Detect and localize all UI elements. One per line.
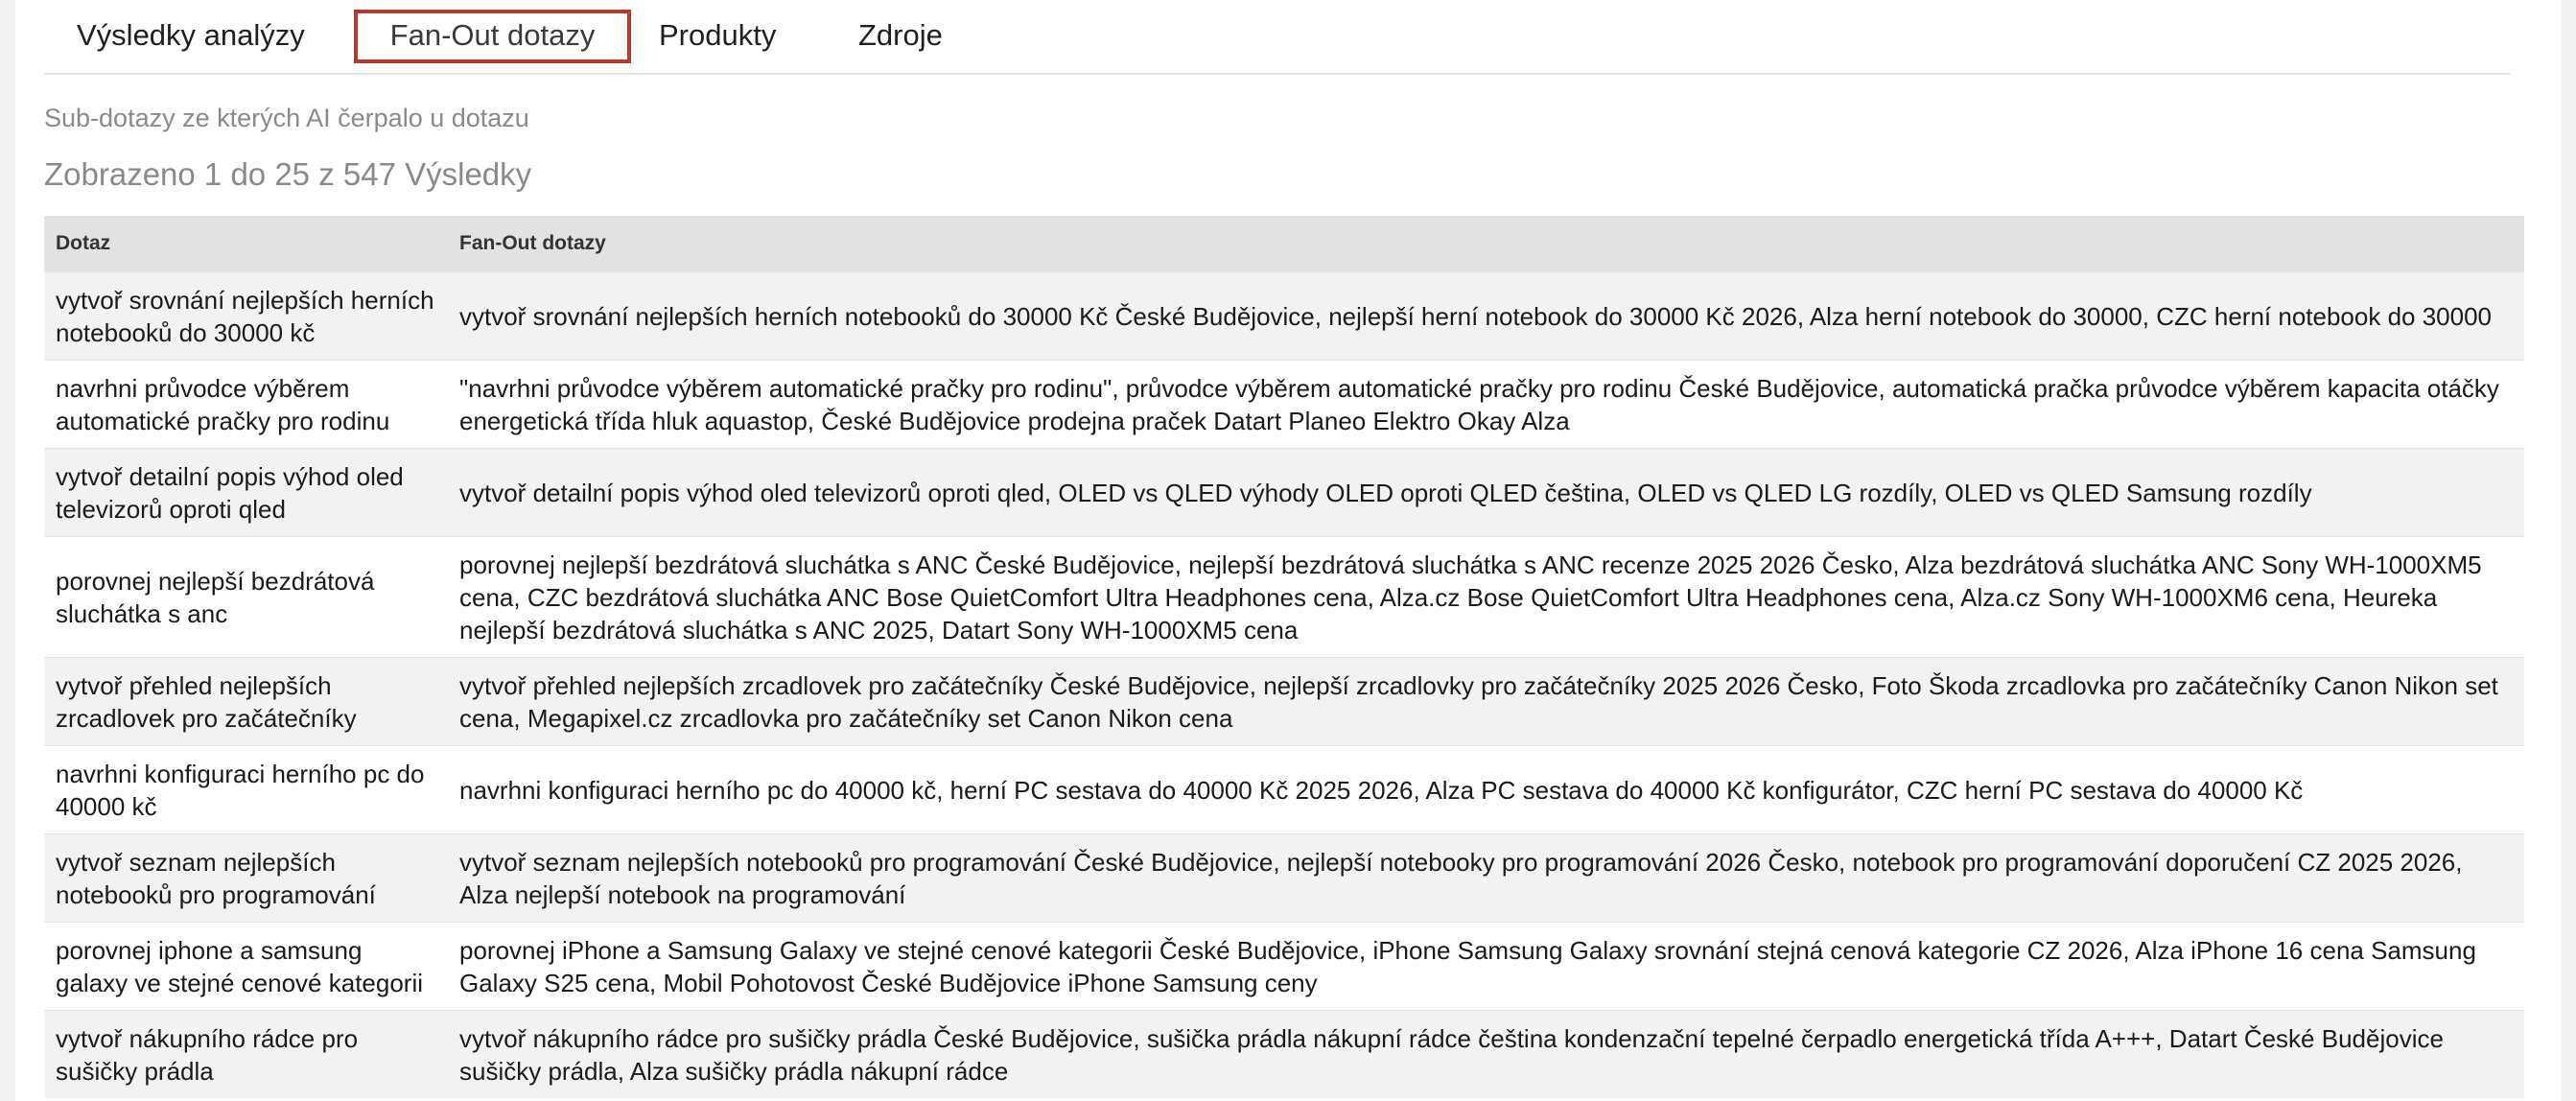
table-row — [44, 537, 2524, 658]
tab-zdroje[interactable]: Zdroje — [858, 18, 943, 52]
query-cell: navrhni průvodce výběrem automatické pračky pro rodinu — [44, 361, 448, 449]
query-cell: navrhni konfiguraci herního pc do 40000 kč — [44, 746, 448, 834]
table-row — [44, 1011, 2524, 1099]
results-summary: Zobrazeno 1 do 25 z 547 Výsledky — [44, 156, 532, 192]
fanout-cell: vytvoř srovnání nejlepších herních notebooků do 30000 Kč České Budějovice, nejlepší herní notebook do 30000 Kč 2026, Alza herní notebook do 30000, CZC herní notebook do 30000 — [448, 272, 2524, 361]
column-header-dotaz[interactable]: Dotaz — [44, 216, 448, 272]
fanout-cell: vytvoř nákupního rádce pro sušičky prádla České Budějovice, sušička prádla nákupní rádce čeština kondenzační tepelné čerpadlo energetická třída A+++, Datart České Budějovice sušičky prádla, Alza sušičky prádla nákupní rádce — [448, 1011, 2524, 1099]
fanout-cell: vytvoř přehled nejlepších zrcadlovek pro začátečníky České Budějovice, nejlepší zrcadlovky pro začátečníky 2025 2026 Česko, Foto Škoda zrcadlovka pro začátečníky Canon Nikon set cena, Megapixel.cz zrcadlovka pro začátečníky set Canon Nikon cena — [448, 658, 2524, 746]
table-row — [44, 746, 2524, 834]
fanout-cell: "navrhni průvodce výběrem automatické pračky pro rodinu", průvodce výběrem automatické pračky pro rodinu České Budějovice, automatická pračka průvodce výběrem kapacita otáčky energetická třída hluk aquastop, České Budějovice prodejna praček Datart Planeo Elektro Okay Alza — [448, 361, 2524, 449]
table-row — [44, 923, 2524, 1011]
section-subtitle: Sub-dotazy ze kterých AI čerpalo u dotazu — [44, 104, 529, 132]
query-cell: vytvoř srovnání nejlepších herních notebooků do 30000 kč — [44, 272, 448, 361]
query-cell: vytvoř seznam nejlepších notebooků pro programování — [44, 834, 448, 923]
query-cell: vytvoř přehled nejlepších zrcadlovek pro začátečníky — [44, 658, 448, 746]
tab-bar — [44, 0, 2510, 75]
table-header-row — [44, 216, 2524, 272]
table-row — [44, 272, 2524, 361]
fanout-cell: porovnej iPhone a Samsung Galaxy ve stejné cenové kategorii České Budějovice, iPhone Samsung Galaxy srovnání stejná cenová kategorie CZ 2026, Alza iPhone 16 cena Samsung Galaxy S25 cena, Mobil Pohotovost České Budějovice iPhone Samsung ceny — [448, 923, 2524, 1011]
tab-produkty[interactable]: Produkty — [659, 18, 777, 52]
table-row — [44, 361, 2524, 449]
column-header-fan-out-dotazy[interactable]: Fan-Out dotazy — [448, 216, 2524, 272]
table-row — [44, 449, 2524, 537]
fanout-cell: porovnej nejlepší bezdrátová sluchátka s ANC České Budějovice, nejlepší bezdrátová sluchátka s ANC recenze 2025 2026 Česko, Alza bezdrátová sluchátka ANC Sony WH-1000XM5 cena, CZC bezdrátová sluchátka ANC Bose QuietComfort Ultra Headphones cena, Alza.cz Bose QuietComfort Ultra Headphones cena, Alza.cz Sony WH-1000XM6 cena, Heureka nejlepší bezdrátová sluchátka s ANC 2025, Datart Sony WH-1000XM5 cena — [448, 537, 2524, 658]
table-row — [44, 834, 2524, 923]
tab-vysledky-analyzy[interactable]: Výsledky analýzy — [77, 18, 305, 52]
fanout-cell: vytvoř detailní popis výhod oled televizorů oproti qled, OLED vs QLED výhody OLED oproti QLED čeština, OLED vs QLED LG rozdíly, OLED vs QLED Samsung rozdíly — [448, 449, 2524, 537]
query-cell: porovnej nejlepší bezdrátová sluchátka s anc — [44, 537, 448, 658]
fanout-cell: vytvoř seznam nejlepších notebooků pro programování České Budějovice, nejlepší notebooky pro programování 2026 Česko, notebook pro programování doporučení CZ 2025 2026, Alza nejlepší notebook na programování — [448, 834, 2524, 923]
page — [15, 0, 2561, 1101]
table-row — [44, 658, 2524, 746]
query-cell: porovnej iphone a samsung galaxy ve stejné cenové kategorii — [44, 923, 448, 1011]
fanout-table — [44, 216, 2524, 1098]
query-cell: vytvoř nákupního rádce pro sušičky prádla — [44, 1011, 448, 1099]
query-cell: vytvoř detailní popis výhod oled televizorů oproti qled — [44, 449, 448, 537]
fanout-cell: navrhni konfiguraci herního pc do 40000 kč, herní PC sestava do 40000 Kč 2025 2026, Alza PC sestava do 40000 Kč konfigurátor, CZC herní PC sestava do 40000 Kč — [448, 746, 2524, 834]
tab-fan-out-dotazy[interactable]: Fan-Out dotazy — [354, 10, 631, 63]
